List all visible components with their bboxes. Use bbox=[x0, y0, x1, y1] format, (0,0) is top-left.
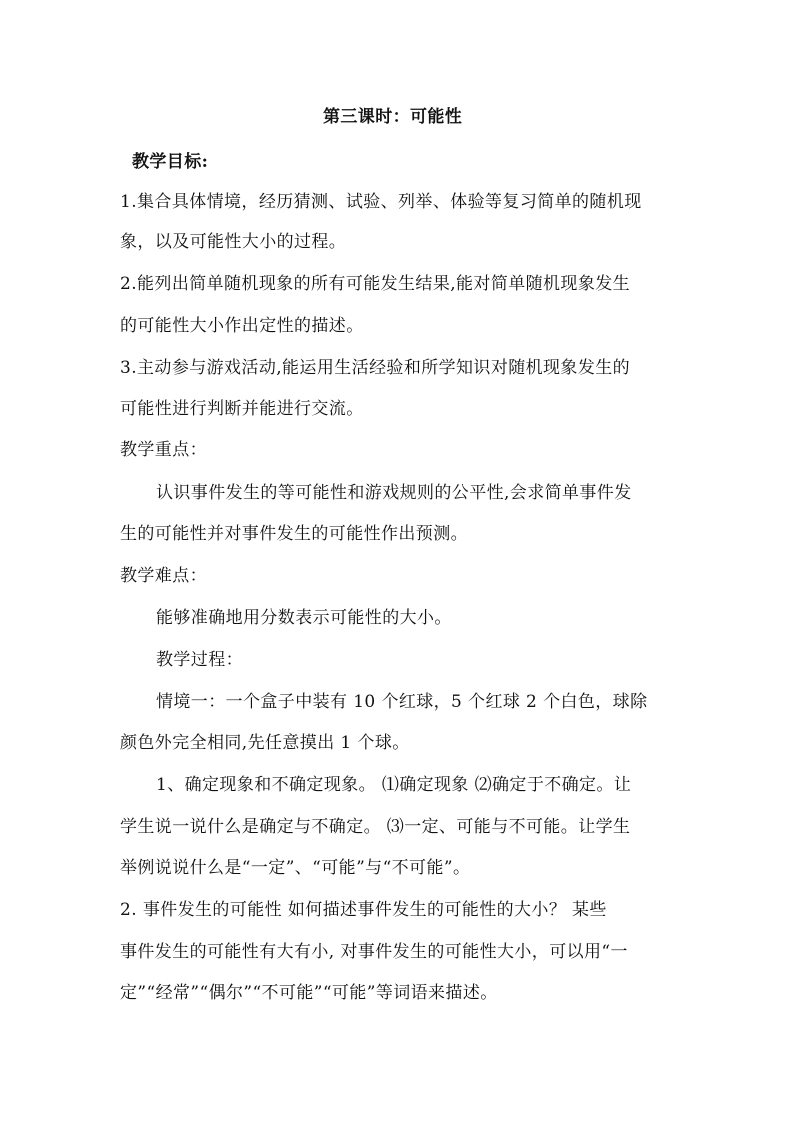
key-points-line-2: 生的可能性并对事件发生的可能性作出预测。 bbox=[120, 524, 468, 544]
process-heading: 教学过程： bbox=[156, 650, 243, 670]
objective-2-line-1: 2.能列出简单随机现象的所有可能发生结果,能对简单随机现象发生 bbox=[120, 274, 631, 294]
page-title: 第三课时：可能性 bbox=[323, 107, 463, 127]
scenario-line-1: 情境一：一个盒子中装有 10 个红球，5 个红球 2 个白色，球除 bbox=[156, 692, 648, 712]
objective-3-line-2: 可能性进行判断并能进行交流。 bbox=[120, 399, 364, 419]
item-1-line-1: 1、确定现象和不确定现象。 ⑴确定现象 ⑵确定于不确定。让 bbox=[156, 775, 632, 795]
item-1-line-3: 举例说说什么是“一定”、“可能”与“不可能”。 bbox=[120, 858, 471, 878]
key-points-heading: 教学重点： bbox=[120, 440, 207, 460]
key-points-line-1: 认识事件发生的等可能性和游戏规则的公平性,会求简单事件发 bbox=[156, 483, 632, 503]
difficulty-text: 能够准确地用分数表示可能性的大小。 bbox=[156, 608, 452, 628]
item-2-line-2: 事件发生的可能性有大有小, 对事件发生的可能性大小，可以用“一 bbox=[120, 942, 628, 962]
item-1-line-2: 学生说一说什么是确定与不确定。 ⑶一定、可能与不可能。让学生 bbox=[120, 817, 631, 837]
objective-1-line-1: 1.集合具体情境，经历猜测、试验、列举、体验等复习简单的随机现 bbox=[120, 192, 642, 212]
objective-1-line-2: 象，以及可能性大小的过程。 bbox=[120, 232, 347, 252]
objective-3-line-1: 3.主动参与游戏活动,能运用生活经验和所学知识对随机现象发生的 bbox=[120, 358, 631, 378]
objectives-heading: 教学目标: bbox=[132, 152, 209, 172]
item-2-line-3: 定”“经常”“偶尔”“不可能”“可能”等词语来描述。 bbox=[120, 983, 498, 1003]
objective-2-line-2: 的可能性大小作出定性的描述。 bbox=[120, 316, 364, 336]
item-2-line-1: 2. 事件发生的可能性 如何描述事件发生的可能性的大小？ 某些 bbox=[120, 900, 607, 920]
difficulty-heading: 教学难点： bbox=[120, 566, 207, 586]
scenario-line-2: 颜色外完全相同,先任意摸出 1 个球。 bbox=[120, 733, 410, 753]
